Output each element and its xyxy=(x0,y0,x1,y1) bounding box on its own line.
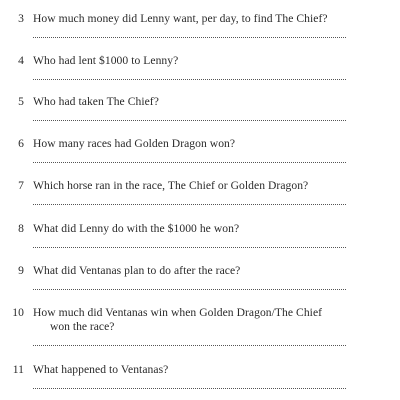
question-number: 7 xyxy=(18,179,24,192)
answer-line[interactable] xyxy=(33,204,346,205)
answer-line[interactable] xyxy=(33,120,346,121)
question-text: How much did Ventanas win when Golden Dragon/The Chief xyxy=(33,306,323,319)
answer-line[interactable] xyxy=(33,289,346,290)
answer-line[interactable] xyxy=(33,388,346,389)
answer-line[interactable] xyxy=(33,37,346,38)
question-number: 5 xyxy=(18,95,24,108)
question-number: 11 xyxy=(12,363,24,376)
answer-line[interactable] xyxy=(33,247,346,248)
question-number: 4 xyxy=(18,54,24,67)
question-text: How much money did Lenny want, per day, to find The Chief? xyxy=(33,12,328,25)
answer-line[interactable] xyxy=(33,162,346,163)
question-number: 8 xyxy=(18,222,24,235)
question-text: What did Lenny do with the $1000 he won? xyxy=(33,222,240,235)
question-text: How many races had Golden Dragon won? xyxy=(33,137,236,150)
question-text: Who had taken The Chief? xyxy=(33,95,159,108)
question-number: 6 xyxy=(18,137,24,150)
answer-line[interactable] xyxy=(33,79,346,80)
question-text: Who had lent $1000 to Lenny? xyxy=(33,54,179,67)
question-number: 9 xyxy=(18,264,24,277)
question-text: What happened to Ventanas? xyxy=(33,363,169,376)
question-text: What did Ventanas plan to do after the race? xyxy=(33,264,241,277)
question-number: 10 xyxy=(12,306,24,319)
question-text-continuation: won the race? xyxy=(50,320,115,333)
question-number: 3 xyxy=(18,12,24,25)
question-text: Which horse ran in the race, The Chief or Golden Dragon? xyxy=(33,179,309,192)
answer-line[interactable] xyxy=(33,345,346,346)
